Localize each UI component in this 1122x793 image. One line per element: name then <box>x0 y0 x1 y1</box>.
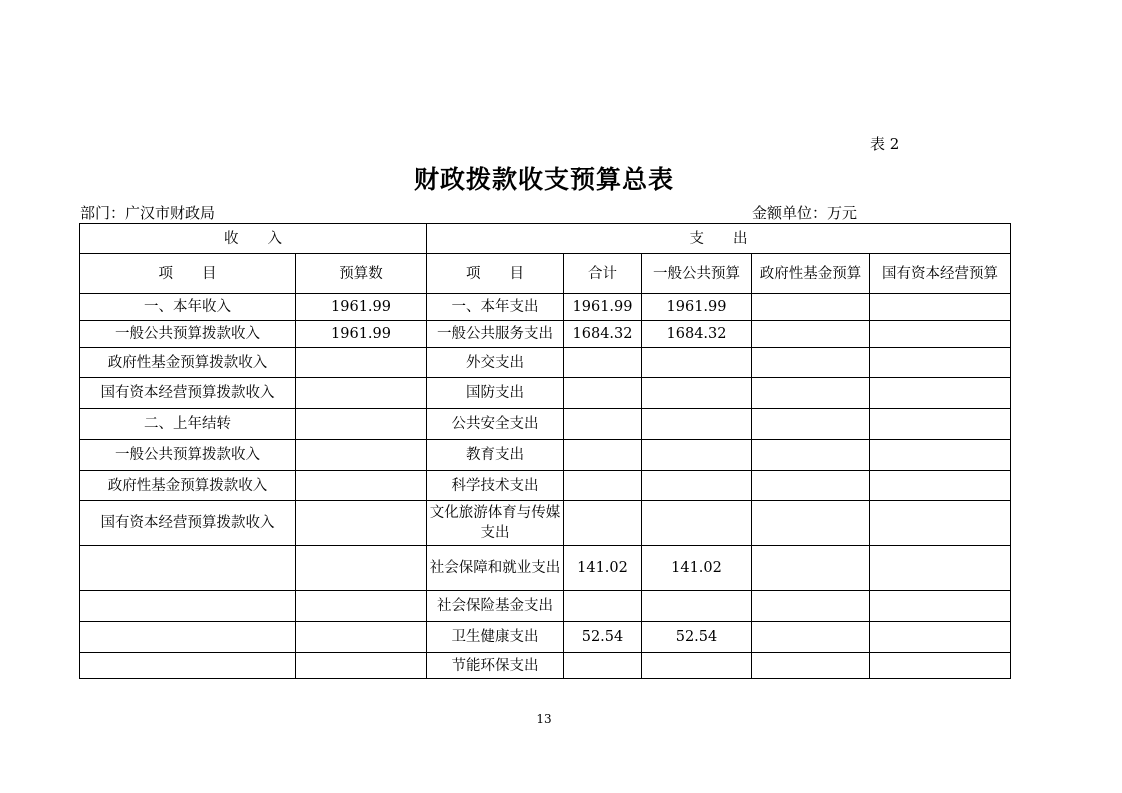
table-row <box>80 440 1011 471</box>
table-row <box>80 378 1011 409</box>
income-item-cell: 政府性基金预算拨款收入 <box>80 348 296 378</box>
budget-amount-cell <box>296 409 427 440</box>
general-public-cell <box>642 348 752 378</box>
income-item-cell <box>80 591 296 622</box>
gov-fund-cell <box>752 546 870 591</box>
expense-item-cell: 科学技术支出 <box>427 471 564 501</box>
expense-item-cell: 文化旅游体育与传媒支出 <box>427 501 564 546</box>
table-row <box>80 321 1011 348</box>
expense-section-header: 支 出 <box>427 224 1011 254</box>
general-public-cell <box>642 501 752 546</box>
gov-fund-cell <box>752 501 870 546</box>
total-cell <box>564 378 642 409</box>
col-header-gov-fund: 政府性基金预算 <box>752 254 870 294</box>
amount-unit-label: 金额单位：万元 <box>752 204 858 222</box>
page-title: 财政拨款收支预算总表 <box>413 165 674 194</box>
col-header-state-capital: 国有资本经营预算 <box>870 254 1011 294</box>
state-capital-cell <box>870 409 1011 440</box>
table-row <box>80 591 1011 622</box>
general-public-cell <box>642 409 752 440</box>
budget-amount-cell <box>296 622 427 653</box>
budget-amount-cell <box>296 471 427 501</box>
income-section-header: 收 入 <box>80 224 427 254</box>
state-capital-cell <box>870 546 1011 591</box>
total-cell: 141.02 <box>564 546 642 591</box>
general-public-cell: 141.02 <box>642 546 752 591</box>
budget-amount-cell <box>296 378 427 409</box>
table-row <box>80 501 1011 546</box>
expense-item-cell: 公共安全支出 <box>427 409 564 440</box>
page-number: 13 <box>536 712 552 726</box>
table-row <box>80 471 1011 501</box>
income-item-cell <box>80 546 296 591</box>
state-capital-cell <box>870 321 1011 348</box>
income-item-cell: 一、本年收入 <box>80 294 296 321</box>
section-header-row <box>80 224 1011 254</box>
budget-amount-cell: 1961.99 <box>296 294 427 321</box>
col-header-total: 合计 <box>564 254 642 294</box>
total-cell: 1961.99 <box>564 294 642 321</box>
expense-item-cell: 社会保障和就业支出 <box>427 546 564 591</box>
total-cell <box>564 501 642 546</box>
general-public-cell: 1684.32 <box>642 321 752 348</box>
total-cell: 1684.32 <box>564 321 642 348</box>
table-row <box>80 546 1011 591</box>
total-cell <box>564 471 642 501</box>
gov-fund-cell <box>752 440 870 471</box>
table-row <box>80 653 1011 679</box>
budget-amount-cell <box>296 591 427 622</box>
expense-item-cell: 国防支出 <box>427 378 564 409</box>
col-header-budget-amount: 预算数 <box>296 254 427 294</box>
state-capital-cell <box>870 471 1011 501</box>
income-item-cell: 国有资本经营预算拨款收入 <box>80 501 296 546</box>
expense-item-cell: 教育支出 <box>427 440 564 471</box>
budget-amount-cell <box>296 501 427 546</box>
total-cell <box>564 440 642 471</box>
income-item-cell <box>80 622 296 653</box>
income-item-cell: 政府性基金预算拨款收入 <box>80 471 296 501</box>
income-item-cell: 一般公共预算拨款收入 <box>80 321 296 348</box>
income-item-cell: 一般公共预算拨款收入 <box>80 440 296 471</box>
expense-item-cell: 外交支出 <box>427 348 564 378</box>
gov-fund-cell <box>752 591 870 622</box>
budget-amount-cell <box>296 348 427 378</box>
table-row <box>80 622 1011 653</box>
state-capital-cell <box>870 591 1011 622</box>
budget-amount-cell: 1961.99 <box>296 321 427 348</box>
expense-item-cell: 一、本年支出 <box>427 294 564 321</box>
income-item-cell: 国有资本经营预算拨款收入 <box>80 378 296 409</box>
total-cell <box>564 591 642 622</box>
gov-fund-cell <box>752 378 870 409</box>
general-public-cell <box>642 653 752 679</box>
budget-amount-cell <box>296 546 427 591</box>
table-number: 表 2 <box>870 135 900 153</box>
col-header-income-item: 项 目 <box>80 254 296 294</box>
gov-fund-cell <box>752 622 870 653</box>
general-public-cell: 52.54 <box>642 622 752 653</box>
gov-fund-cell <box>752 653 870 679</box>
expense-item-cell: 节能环保支出 <box>427 653 564 679</box>
state-capital-cell <box>870 440 1011 471</box>
department-label: 部门：广汉市财政局 <box>80 204 216 222</box>
state-capital-cell <box>870 653 1011 679</box>
col-header-general-public: 一般公共预算 <box>642 254 752 294</box>
budget-amount-cell <box>296 440 427 471</box>
table-row <box>80 348 1011 378</box>
total-cell <box>564 409 642 440</box>
gov-fund-cell <box>752 409 870 440</box>
budget-summary-table <box>79 223 1011 679</box>
table-row <box>80 294 1011 321</box>
total-cell <box>564 348 642 378</box>
table-row <box>80 409 1011 440</box>
state-capital-cell <box>870 501 1011 546</box>
income-item-cell: 二、上年结转 <box>80 409 296 440</box>
gov-fund-cell <box>752 348 870 378</box>
gov-fund-cell <box>752 294 870 321</box>
budget-amount-cell <box>296 653 427 679</box>
state-capital-cell <box>870 622 1011 653</box>
column-header-row <box>80 254 1011 294</box>
gov-fund-cell <box>752 471 870 501</box>
expense-item-cell: 一般公共服务支出 <box>427 321 564 348</box>
total-cell: 52.54 <box>564 622 642 653</box>
income-item-cell <box>80 653 296 679</box>
gov-fund-cell <box>752 321 870 348</box>
expense-item-cell: 社会保险基金支出 <box>427 591 564 622</box>
general-public-cell <box>642 471 752 501</box>
general-public-cell <box>642 440 752 471</box>
total-cell <box>564 653 642 679</box>
col-header-expense-item: 项 目 <box>427 254 564 294</box>
general-public-cell <box>642 591 752 622</box>
general-public-cell: 1961.99 <box>642 294 752 321</box>
state-capital-cell <box>870 294 1011 321</box>
state-capital-cell <box>870 378 1011 409</box>
state-capital-cell <box>870 348 1011 378</box>
general-public-cell <box>642 378 752 409</box>
expense-item-cell: 卫生健康支出 <box>427 622 564 653</box>
